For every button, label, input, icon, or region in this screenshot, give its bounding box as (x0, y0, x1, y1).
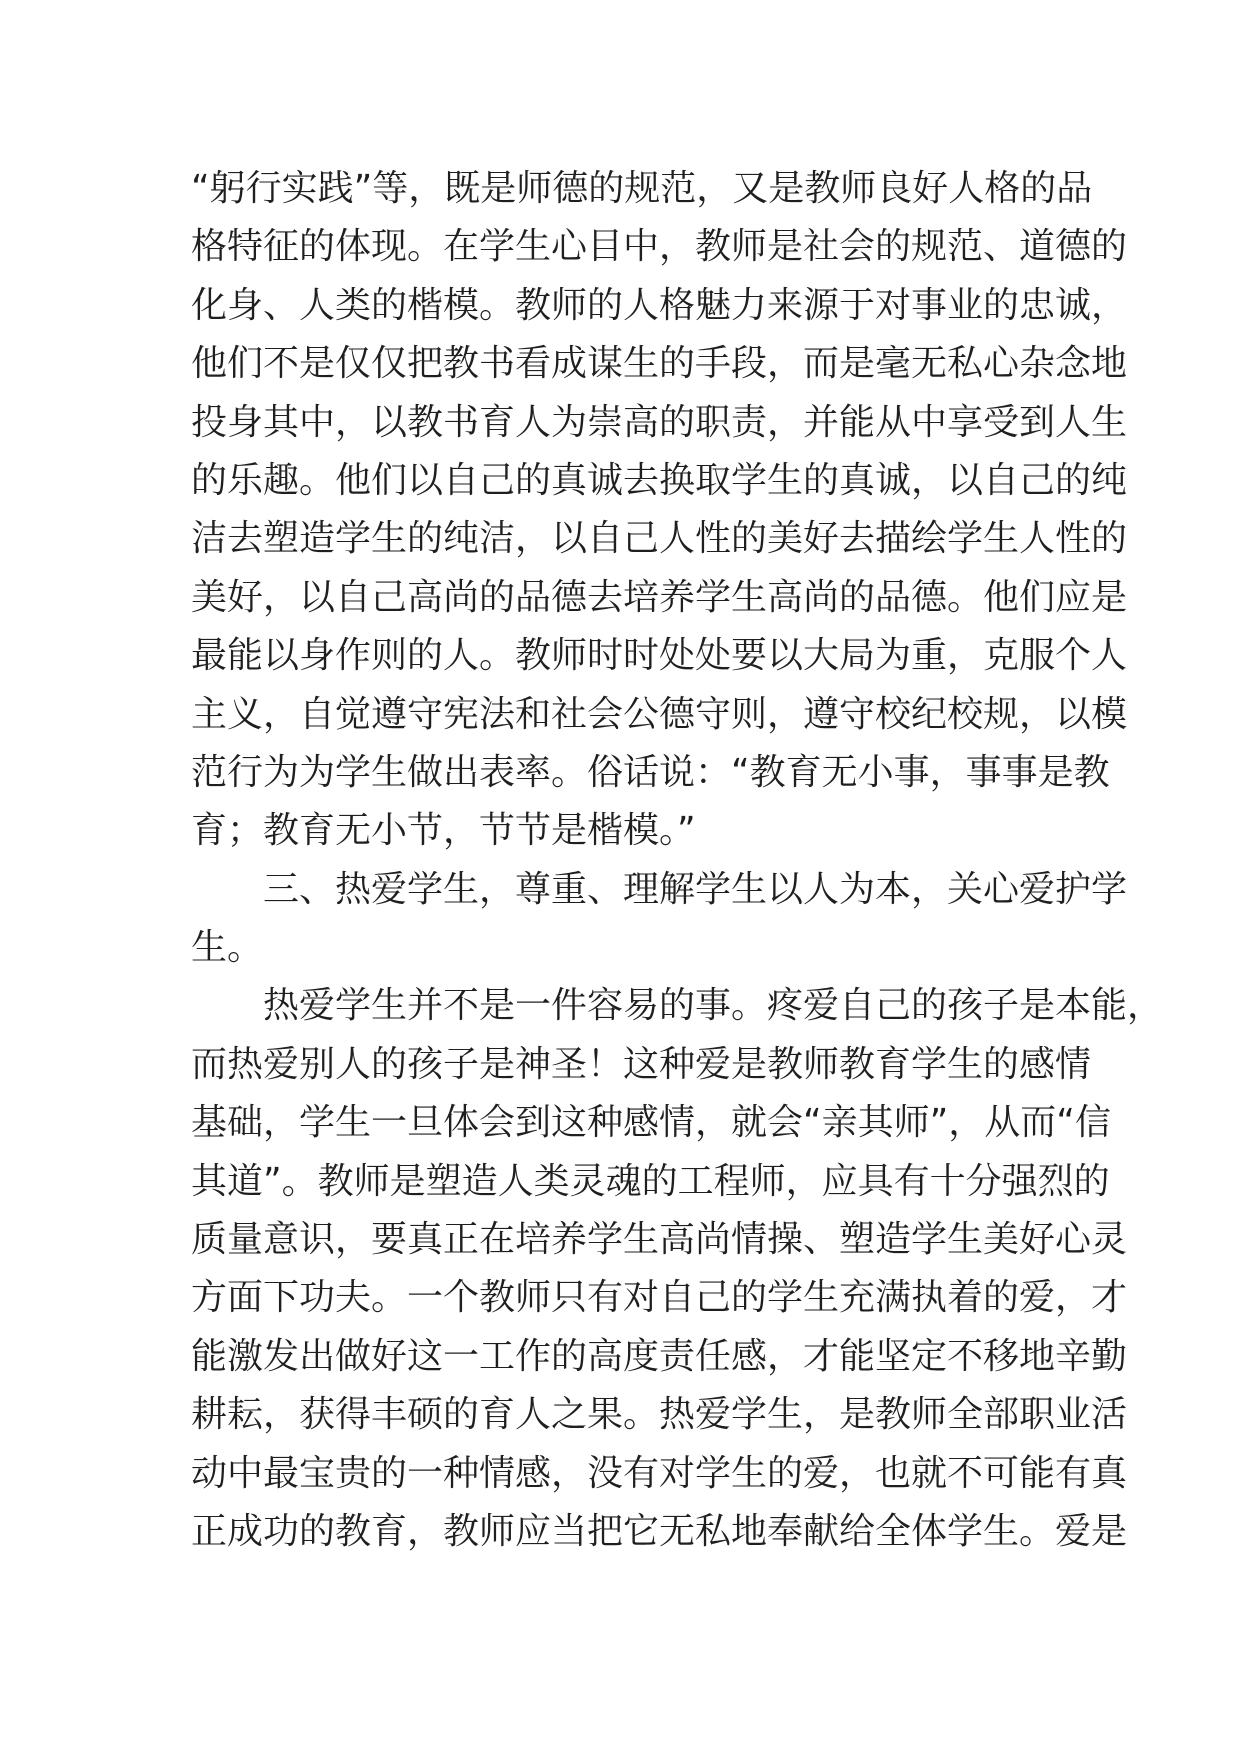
text-line: 育；教育无小节，节节是楷模。” (191, 810, 696, 852)
text-line: 的乐趣。他们以自己的真诚去换取学生的真诚，以自己的纯 (191, 459, 1128, 501)
text-line: 最能以身作则的人。教师时时处处要以大局为重，克服个人 (191, 635, 1128, 677)
text-line: 质量意识，要真正在培养学生高尚情操、塑造学生美好心灵 (191, 1219, 1128, 1261)
text-line: 动中最宝贵的一种情感，没有对学生的爱，也就不可能有真 (191, 1452, 1128, 1494)
text-line: 主义，自觉遵守宪法和社会公德守则，遵守校纪校规，以模 (191, 693, 1128, 735)
text-line: 投身其中，以教书育人为崇高的职责，并能从中享受到人生 (191, 401, 1128, 443)
text-line: 洁去塑造学生的纯洁，以自己人性的美好去描绘学生人性的 (191, 518, 1128, 560)
text-line: 他们不是仅仅把教书看成谋生的手段，而是毫无私心杂念地 (191, 343, 1128, 385)
document-body (191, 160, 1164, 1561)
text-line: 其道”。教师是塑造人类灵魂的工程师，应具有十分强烈的 (191, 1160, 1110, 1202)
text-line: 美好，以自己高尚的品德去培养学生高尚的品德。他们应是 (191, 576, 1128, 618)
text-line: 而热爱别人的孩子是神圣！这种爱是教师教育学生的感情 (191, 1043, 1092, 1085)
text-line: 基础，学生一旦体会到这种感情，就会“亲其师”，从而“信 (191, 1102, 1111, 1144)
text-line: 正成功的教育，教师应当把它无私地奉献给全体学生。爱是 (191, 1510, 1128, 1552)
text-line: 热爱学生并不是一件容易的事。疼爱自己的孩子是本能， (263, 985, 1164, 1027)
text-line: 方面下功夫。一个教师只有对自己的学生充满执着的爱，才 (191, 1277, 1128, 1319)
text-line: 化身、人类的楷模。教师的人格魅力来源于对事业的忠诚， (191, 284, 1128, 326)
section-heading-line: 生。 (191, 927, 264, 969)
text-line: 耕耘，获得丰硕的育人之果。热爱学生，是教师全部职业活 (191, 1394, 1128, 1436)
text-line: “躬行实践”等，既是师德的规范，又是教师良好人格的品 (191, 168, 1093, 209)
text-line: 格特征的体现。在学生心目中，教师是社会的规范、道德的 (191, 226, 1128, 268)
text-line: 能激发出做好这一工作的高度责任感，才能坚定不移地辛勤 (191, 1335, 1128, 1377)
section-heading-line: 三、热爱学生，尊重、理解学生以人为本，关心爱护学 (263, 868, 1128, 910)
text-line: 范行为为学生做出表率。俗话说：“教育无小事，事事是教 (191, 751, 1110, 793)
